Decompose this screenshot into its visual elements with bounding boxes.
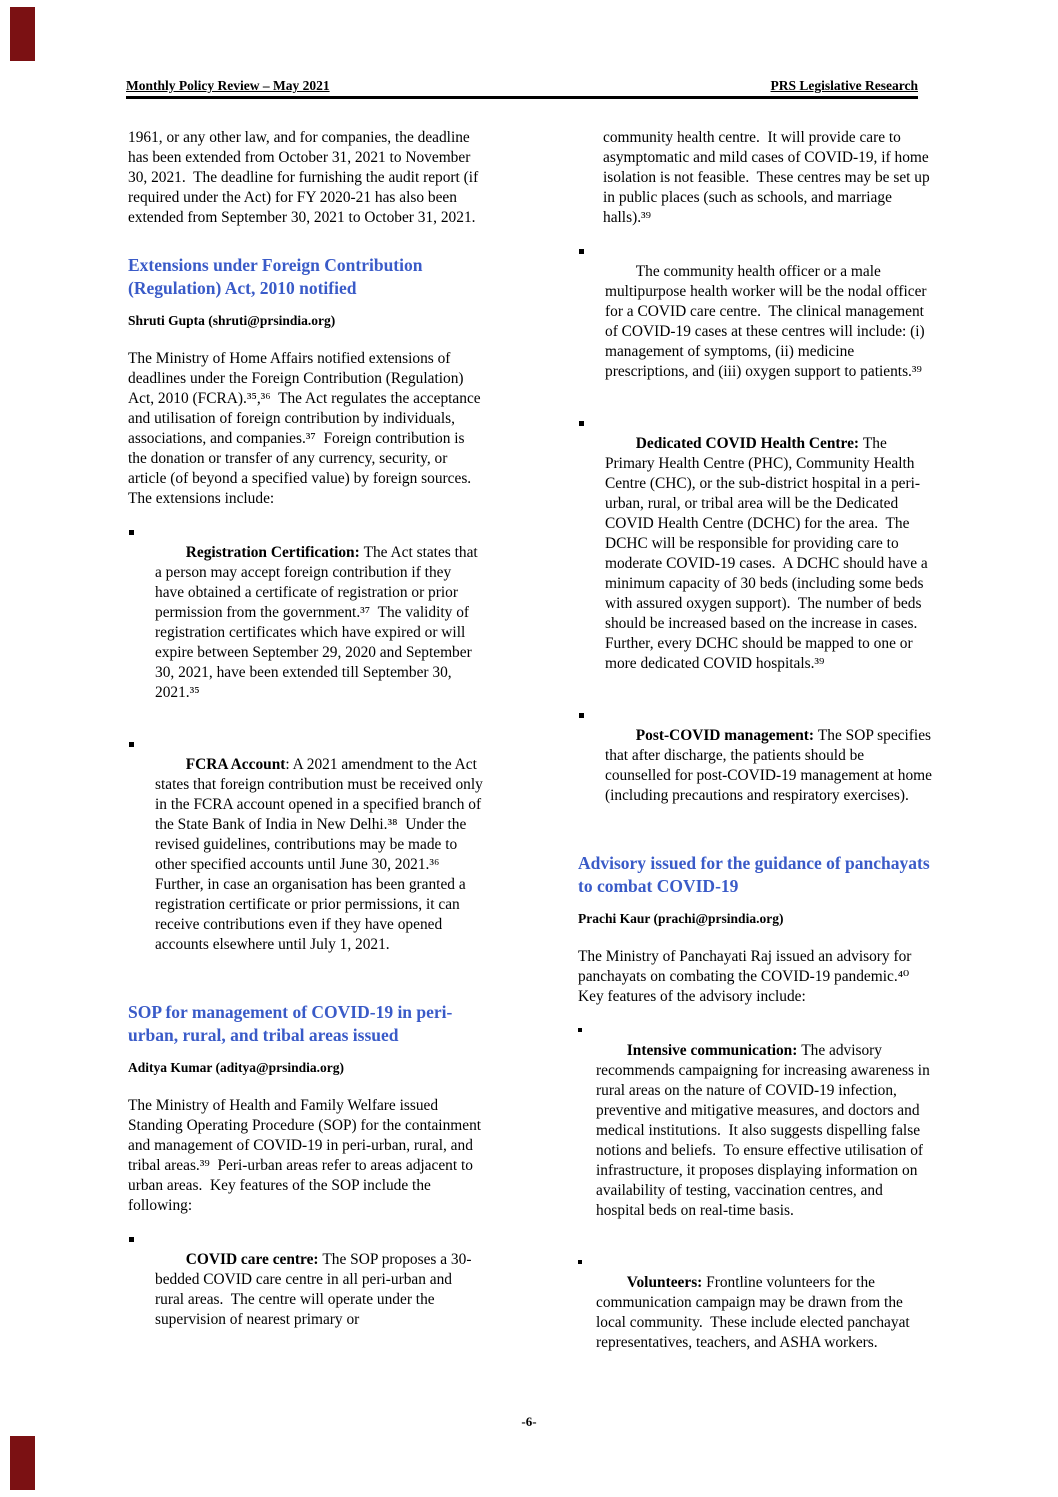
section-heading-fcra-extensions: Extensions under Foreign Contribution (Regulation) Act, 2010 notified <box>128 255 423 298</box>
bullet-lead: Volunteers: <box>626 1274 707 1291</box>
bullet-text: The community health officer or a male multipurpose health worker will be the nodal officer for a COVID care centre. The clinical management of COVID-19 cases at these centres will include: (i) management of symptoms, (ii) medicine prescriptions, and (iii) oxygen support to patients.³⁹ <box>605 263 931 380</box>
bullet-item-registration-certification <box>128 523 484 723</box>
bullet-text: The Act states that a person may accept foreign contribution if they have obtained a certificate of registration or prior permission from the government.³⁷ The validity of registration certificates which have expired or will expire between September 29, 2020 and September 30, 2021, have been extended till September 30, 2021.³⁵ <box>155 544 482 701</box>
bullet-lead: Intensive communication: <box>626 1042 802 1059</box>
bullet-item-fcra-account <box>128 735 487 975</box>
bullet-list-sop-left <box>128 1230 484 1350</box>
header-document-title: Monthly Policy Review – May 2021 <box>126 78 330 93</box>
bullet-lead: Registration Certification: <box>185 544 364 561</box>
corner-mark-top <box>10 7 35 61</box>
bullet-icon <box>129 1237 134 1242</box>
bullet-icon <box>129 742 134 747</box>
bullet-icon <box>129 530 134 535</box>
author-line: Aditya Kumar (aditya@prsindia.org) <box>128 1060 344 1075</box>
bullet-icon <box>579 713 584 718</box>
bullet-icon <box>579 421 584 426</box>
bullet-lead: FCRA Account <box>185 756 286 773</box>
corner-mark-bottom <box>10 1436 35 1490</box>
author-line: Prachi Kaur (prachi@prsindia.org) <box>578 911 784 926</box>
bullet-text: The advisory recommends campaigning for increasing awareness in rural areas on the nature of COVID-19 infection, preventive and mitigative measures, and doctors and medical institutions. It also suggests dispelling false notions and beliefs. To ensure effective utilisation of infrastructure, it proposes displaying information on availability of testing, vaccination centres, and hospital beds on real-time basis. <box>596 1042 934 1219</box>
left-column <box>128 128 487 1362</box>
bullet-lead: COVID care centre: <box>185 1251 323 1268</box>
bullet-item-volunteers <box>578 1253 932 1373</box>
bullet-icon <box>579 249 584 254</box>
section-heading-panchayat-advisory: Advisory issued for the guidance of panchayats to combat COVID-19 <box>578 853 930 896</box>
bullet-text: The SOP proposes a 30-bedded COVID care centre in all peri-urban and rural areas. The centre will operate under the supervision of nearest primary or <box>155 1251 472 1328</box>
bullet-icon <box>578 1260 582 1264</box>
right-column <box>578 128 936 1385</box>
header-organization: PRS Legislative Research <box>770 78 918 93</box>
bullet-item-post-covid-management <box>578 706 936 826</box>
paragraph-intro-continuation: 1961, or any other law, and for companies, the deadline has been extended from October 31, 2021 to November 30, 2021. The deadline for furnishing the audit report (if required under the Act) for FY 2020-21 has also been extended from September 30, 2021 to October 31, 2021. <box>128 129 483 226</box>
bullet-lead: Post-COVID management: <box>635 727 818 744</box>
author-line: Shruti Gupta (shruti@prsindia.org) <box>128 313 336 328</box>
page-header <box>126 78 918 99</box>
bullet-item-covid-care-centre <box>128 1230 484 1350</box>
bullet-lead: Dedicated COVID Health Centre: <box>635 435 863 452</box>
footer-page-number: -6- <box>521 1414 537 1429</box>
paragraph-advisory-overview: The Ministry of Panchayati Raj issued an advisory for panchayats on combating the COVID-19 pandemic.⁴⁰ Key features of the advisory include: <box>578 948 917 1005</box>
paragraph-sop-overview: The Ministry of Health and Family Welfare issued Standing Operating Procedure (SOP) for the containment and management of COVID-19 in peri-urban, rural, and tribal areas.³⁹ Peri-urban areas refer to areas adjacent to urban areas. Key features of the SOP include the following: <box>128 1097 485 1214</box>
bullet-text: The SOP specifies that after discharge, the patients should be counselled for post-COVID-19 management at home (including precautions and respiratory exercises). <box>605 727 936 804</box>
bullet-icon <box>578 1028 582 1032</box>
bullet-item-dedicated-covid-health-centre <box>578 414 932 694</box>
bullet-list-advisory <box>578 1021 932 1373</box>
bullet-text: The Primary Health Centre (PHC), Community Health Centre (CHC), or the sub-district hospital in a peri-urban, rural, or tribal area will be the Dedicated COVID Health Centre (DCHC) for the area. The DCHC will be responsible for providing care to moderate COVID-19 cases. A DCHC should have a minimum capacity of 30 beds (including some beds with assured oxygen support). The number of beds should be increased based on the increase in cases. Further, every DCHC should be mapped to one or more dedicated COVID hospitals.³⁹ <box>605 435 932 672</box>
bullet-item-intensive-communication <box>578 1021 932 1241</box>
section-heading-sop-covid: SOP for management of COVID-19 in peri-urban, rural, and tribal areas issued <box>128 1002 453 1045</box>
paragraph-bullet-continuation: community health centre. It will provide care to asymptomatic and mild cases of COVID-19, if home isolation is not feasible. These centres may be set up in public places (such as schools, and marriage halls).³⁹ <box>603 129 934 226</box>
paragraph-fcra-overview: The Ministry of Home Affairs notified extensions of deadlines under the Foreign Contribution (Regulation) Act, 2010 (FCRA).³⁵,³⁶ The Act regulates the acceptance and utilisation of foreign contribution by individuals, associations, and companies.³⁷ Foreign contribution is the donation or transfer of any currency, security, or article (of beyond a specified value) by foreign sources. The extensions include: <box>128 350 485 507</box>
bullet-list-sop-right <box>578 242 936 826</box>
bullet-text: Frontline volunteers for the communication campaign may be drawn from the local community. These include elected panchayat representatives, teachers, and ASHA workers. <box>596 1274 914 1351</box>
bullet-list-fcra <box>128 523 487 975</box>
bullet-text: : A 2021 amendment to the Act states that foreign contribution must be received only in the FCRA account opened in a specified branch of the State Bank of India in New Delhi.³⁸ Under the revised guidelines, contributions may be made to other specified accounts until June 30, 2021.³⁶ Further, in case an organisation has been granted a registration certificate or prior permissions, it can receive contributions even if they have opened accounts elsewhere until July 1, 2021. <box>155 756 487 953</box>
bullet-item-nodal-officer <box>578 242 932 402</box>
